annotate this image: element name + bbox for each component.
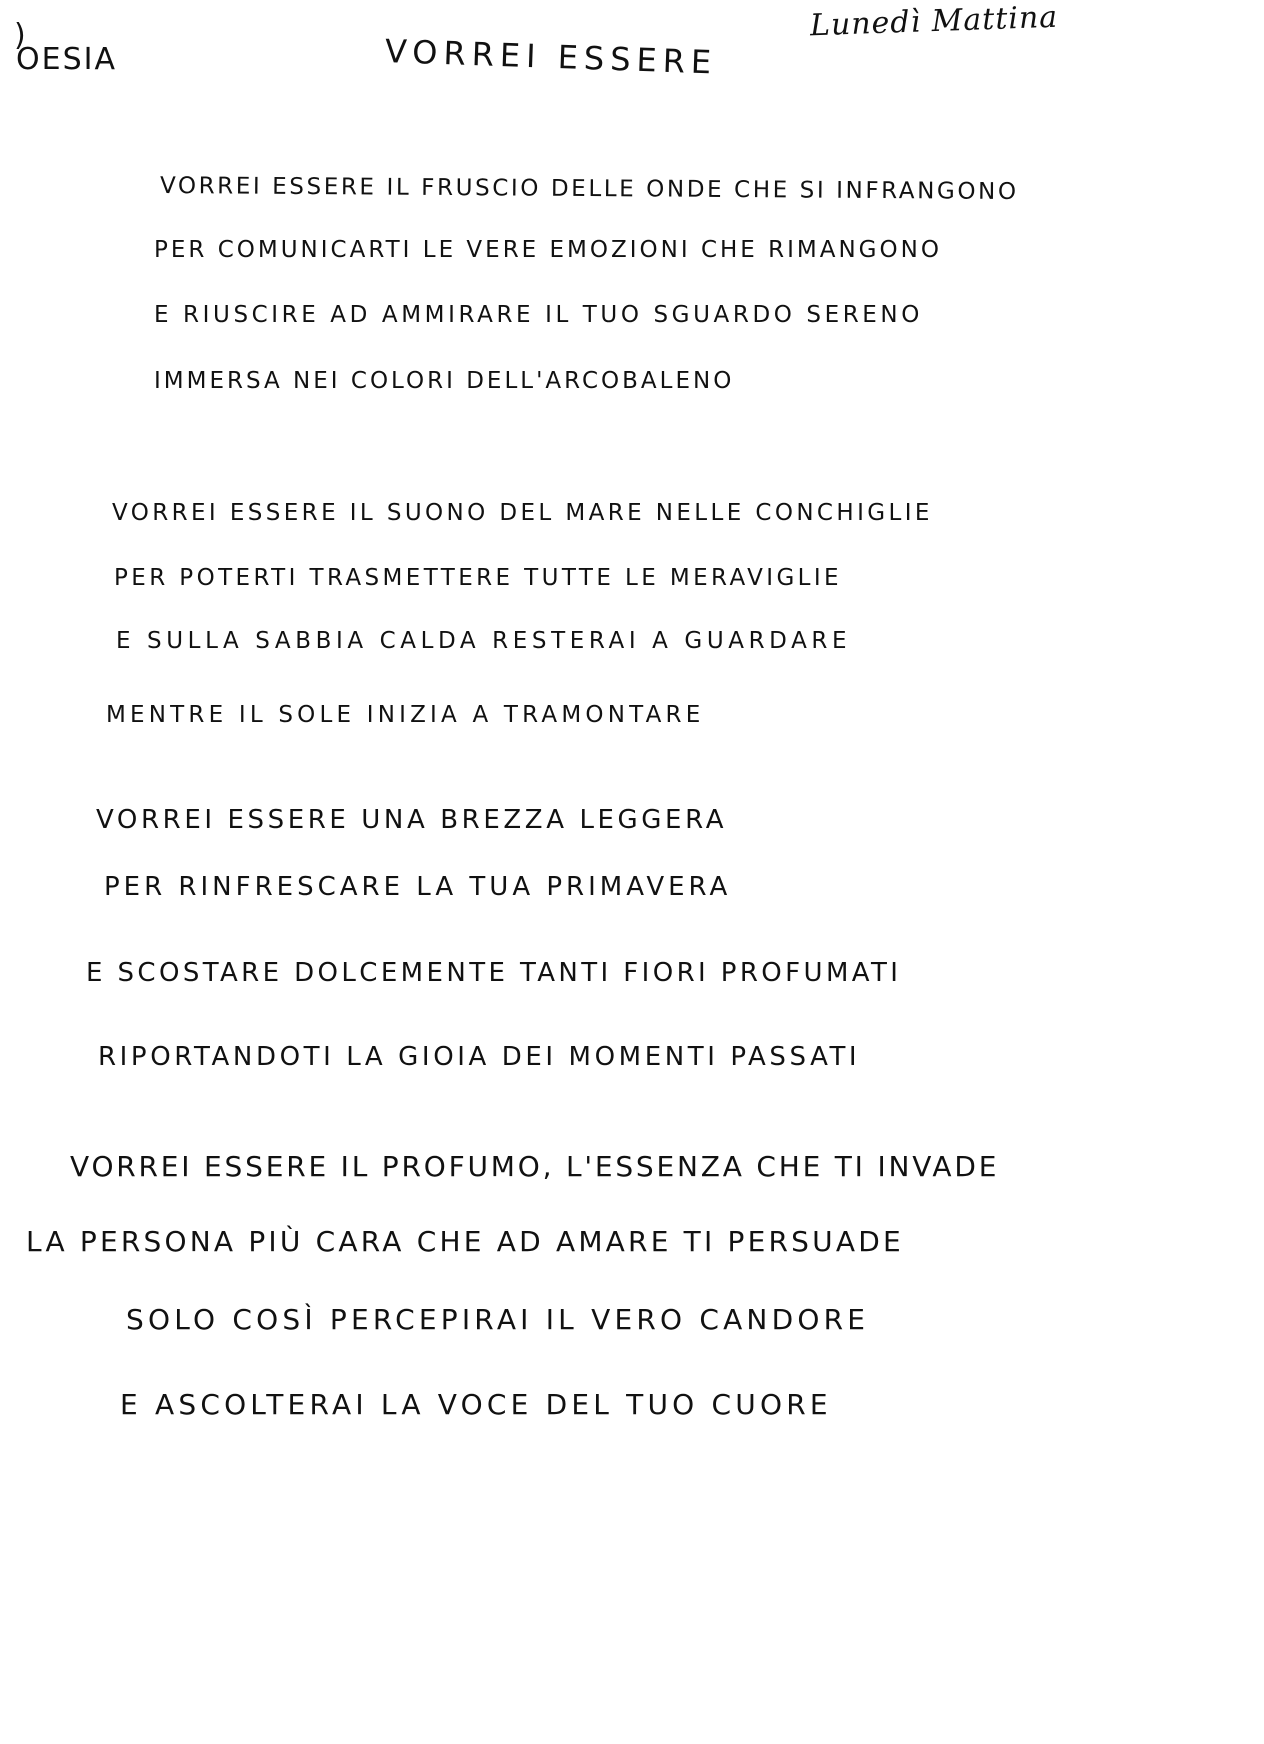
poem-line: PER COMUNICARTI LE VERE EMOZIONI CHE RIMANGONO [154, 237, 942, 263]
poem-line: VORREI ESSERE IL FRUSCIO DELLE ONDE CHE SI INFRANGONO [159, 173, 1019, 205]
poem-line: RIPORTANDOTI LA GIOIA DEI MOMENTI PASSATI [98, 1042, 861, 1072]
page-label: OESIA [16, 42, 117, 77]
poem-line: VORREI ESSERE IL PROFUMO, L'ESSENZA CHE TI INVADE [70, 1150, 1000, 1183]
author-signature: Lunedì Mattina [809, 0, 1059, 44]
poem-line: E RIUSCIRE AD AMMIRARE IL TUO SGUARDO SERENO [154, 302, 923, 328]
poem-line: PER RINFRESCARE LA TUA PRIMAVERA [104, 872, 732, 902]
poem-line: E SULLA SABBIA CALDA RESTERAI A GUARDARE [116, 628, 852, 654]
poem-line: SOLO COSÌ PERCEPIRAI IL VERO CANDORE [126, 1303, 870, 1336]
poem-line: VORREI ESSERE IL SUONO DEL MARE NELLE CONCHIGLIE [112, 500, 933, 526]
poem-line: PER POTERTI TRASMETTERE TUTTE LE MERAVIGLIE [114, 565, 842, 591]
poem-line: LA PERSONA PIÙ CARA CHE AD AMARE TI PERSUADE [26, 1225, 904, 1258]
poem-line: E ASCOLTERAI LA VOCE DEL TUO CUORE [120, 1388, 832, 1421]
poem-line: VORREI ESSERE UNA BREZZA LEGGERA [96, 805, 728, 835]
poem-line: E SCOSTARE DOLCEMENTE TANTI FIORI PROFUMATI [86, 958, 902, 988]
poem-line: MENTRE IL SOLE INIZIA A TRAMONTARE [106, 702, 705, 728]
poem-line: IMMERSA NEI COLORI DELL'ARCOBALENO [154, 368, 735, 394]
poem-title: VORREI ESSERE [384, 32, 718, 82]
corner-mark: ) [14, 18, 26, 53]
